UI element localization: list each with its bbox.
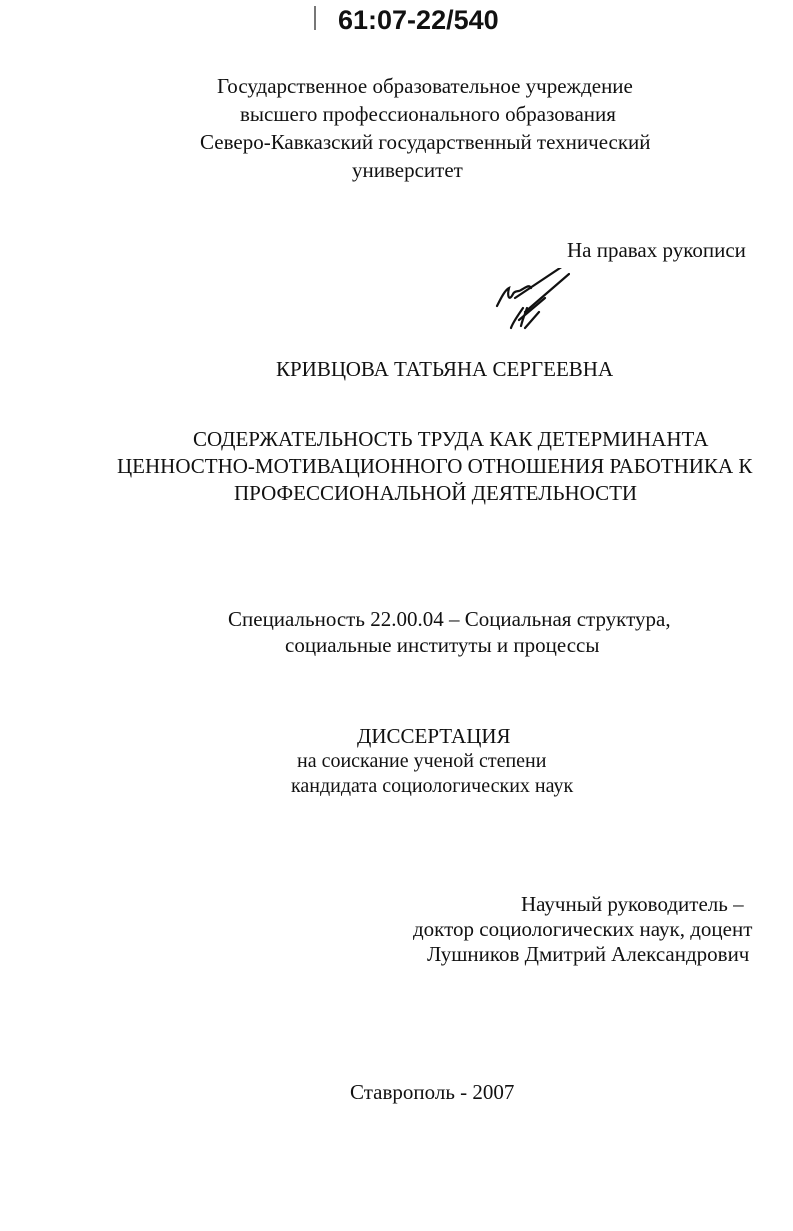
institution-line: университет bbox=[352, 158, 463, 182]
institution-line: высшего профессионального образования bbox=[240, 102, 616, 126]
title-line: ЦЕННОСТНО-МОТИВАЦИОННОГО ОТНОШЕНИЯ РАБОТНИКА К bbox=[117, 454, 753, 478]
supervisor-line: доктор социологических наук, доцент bbox=[413, 917, 753, 941]
place-year: Ставрополь - 2007 bbox=[350, 1080, 515, 1104]
supervisor-line: Лушников Дмитрий Александрович bbox=[427, 942, 750, 966]
supervisor-line: Научный руководитель – bbox=[521, 892, 744, 916]
signature bbox=[495, 268, 570, 343]
specialty-line: социальные институты и процессы bbox=[285, 633, 600, 657]
scan-mark bbox=[314, 6, 316, 30]
specialty-line: Специальность 22.00.04 – Социальная структура, bbox=[228, 607, 671, 631]
degree-line: кандидата социологических наук bbox=[291, 775, 574, 797]
rights-note: На правах рукописи bbox=[567, 238, 746, 262]
degree-line: на соискание ученой степени bbox=[297, 750, 547, 772]
author-name: КРИВЦОВА ТАТЬЯНА СЕРГЕЕВНА bbox=[276, 357, 614, 381]
institution-line: Государственное образовательное учреждение bbox=[217, 74, 633, 98]
work-type: ДИССЕРТАЦИЯ bbox=[357, 724, 511, 748]
institution-line: Северо-Кавказский государственный технический bbox=[200, 130, 651, 154]
title-line: СОДЕРЖАТЕЛЬНОСТЬ ТРУДА КАК ДЕТЕРМИНАНТА bbox=[193, 427, 709, 451]
archive-code: 61:07-22/540 bbox=[338, 5, 499, 35]
title-line: ПРОФЕССИОНАЛЬНОЙ ДЕЯТЕЛЬНОСТИ bbox=[234, 481, 638, 505]
